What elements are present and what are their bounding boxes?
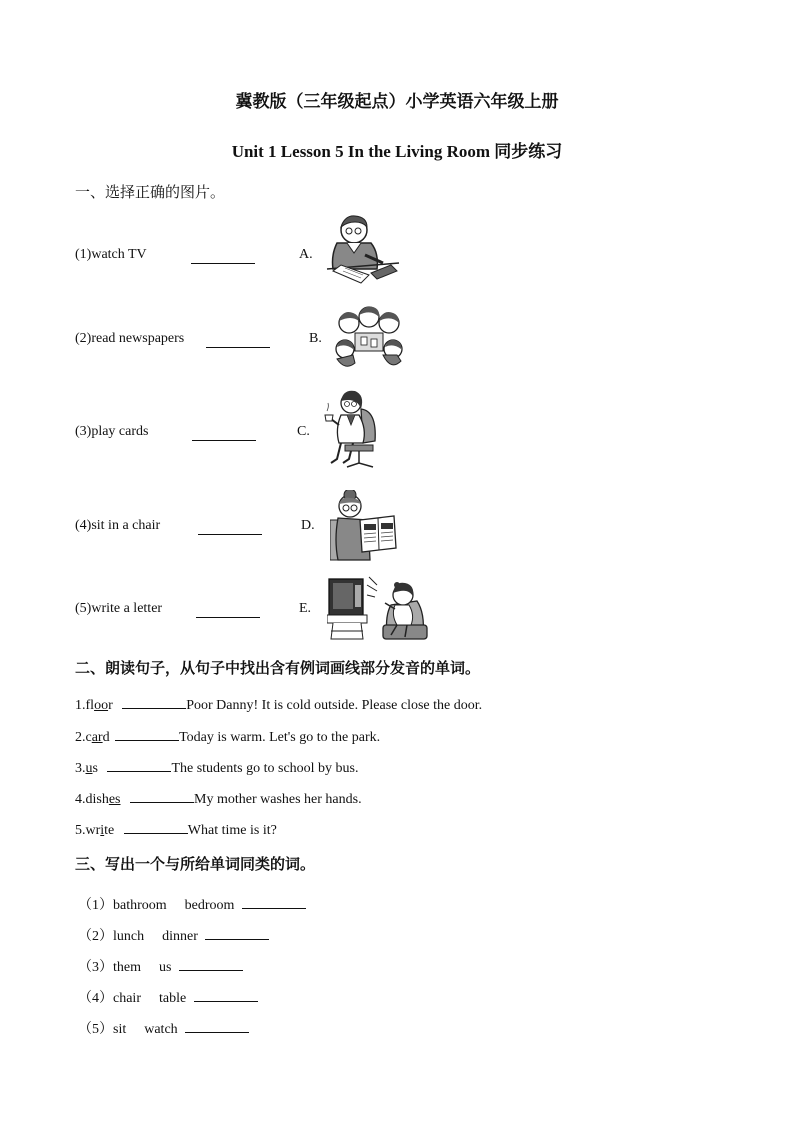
given-word-1: them xyxy=(113,960,141,975)
s3-item-1 xyxy=(78,894,306,914)
picture-sitting-in-chair xyxy=(323,389,379,471)
s2-item-4 xyxy=(75,792,362,808)
s2-item-3 xyxy=(75,761,359,777)
s3-item-number: （1） xyxy=(78,898,113,913)
s3-item-5 xyxy=(78,1018,249,1038)
example-word-prefix: 4.dish xyxy=(75,792,109,807)
s1-item-text: write a letter xyxy=(91,601,163,616)
answer-blank[interactable] xyxy=(124,832,188,834)
example-word-prefix: 1.fl xyxy=(75,698,95,713)
s3-item-number: （3） xyxy=(78,960,113,975)
answer-blank[interactable] xyxy=(206,346,270,348)
option-letter-c: C. xyxy=(297,424,310,439)
underlined-letters: oo xyxy=(94,698,109,713)
section1-heading: 一、选择正确的图片。 xyxy=(75,185,226,201)
section3-heading: 三、写出一个与所给单词同类的词。 xyxy=(75,857,316,873)
page-subtitle: Unit 1 Lesson 5 In the Living Room 同步练习 xyxy=(231,142,563,161)
page-title: 冀教版（三年级起点）小学英语六年级上册 xyxy=(235,92,559,111)
answer-blank[interactable] xyxy=(198,533,262,535)
s2-item-1 xyxy=(75,698,482,714)
given-word-2: dinner xyxy=(162,929,198,944)
s2-item-5 xyxy=(75,823,277,839)
picture-watching-tv xyxy=(327,575,429,643)
picture-playing-cards xyxy=(333,305,405,375)
s1-item-4 xyxy=(75,518,160,534)
answer-blank[interactable] xyxy=(115,739,179,741)
underlined-letters: u xyxy=(85,761,93,776)
answer-blank[interactable] xyxy=(194,1000,258,1002)
s1-item-number: (5) xyxy=(75,601,92,616)
option-letter-a: A. xyxy=(299,247,313,262)
s1-item-text: watch TV xyxy=(91,247,147,262)
example-word-suffix: d xyxy=(102,730,110,745)
answer-blank[interactable] xyxy=(242,907,306,909)
example-word-prefix: 5.wr xyxy=(75,823,101,838)
underlined-letters: ar xyxy=(91,730,103,745)
given-word-2: us xyxy=(159,960,172,975)
s3-item-4 xyxy=(78,987,258,1007)
sentence: My mother washes her hands. xyxy=(194,792,362,807)
answer-blank[interactable] xyxy=(107,770,171,772)
example-word xyxy=(75,823,114,838)
given-word-1: sit xyxy=(113,1022,127,1037)
answer-blank[interactable] xyxy=(130,801,194,803)
example-word xyxy=(75,761,98,776)
s1-item-3 xyxy=(75,424,148,440)
answer-blank[interactable] xyxy=(179,969,243,971)
picture-writing-letter xyxy=(325,213,401,293)
given-word-1: lunch xyxy=(113,929,145,944)
example-word xyxy=(75,792,121,807)
s1-item-1 xyxy=(75,247,147,263)
answer-blank[interactable] xyxy=(191,262,255,264)
s1-item-number: (2) xyxy=(75,331,92,346)
s1-item-5 xyxy=(75,601,162,617)
example-word-suffix: r xyxy=(108,698,113,713)
s2-item-2 xyxy=(75,730,380,746)
s1-item-2 xyxy=(75,331,184,347)
option-letter-e: E. xyxy=(299,601,312,616)
underlined-letters: i xyxy=(100,823,105,838)
answer-blank[interactable] xyxy=(205,938,269,940)
option-letter-d: D. xyxy=(301,518,315,533)
given-word-2: table xyxy=(158,991,187,1006)
s1-item-number: (3) xyxy=(75,424,92,439)
answer-blank[interactable] xyxy=(185,1031,249,1033)
s1-item-text: sit in a chair xyxy=(91,518,161,533)
s1-item-number: (1) xyxy=(75,247,92,262)
example-word xyxy=(75,730,110,745)
s3-item-3 xyxy=(78,956,243,976)
example-word xyxy=(75,698,113,713)
given-word-1: chair xyxy=(113,991,141,1006)
s3-item-number: （2） xyxy=(78,929,113,944)
sentence: Poor Danny! It is cold outside. Please close the door. xyxy=(186,698,483,713)
sentence: What time is it? xyxy=(187,823,277,838)
s3-item-2 xyxy=(78,925,269,945)
s1-item-number: (4) xyxy=(75,518,92,533)
s1-item-text: read newspapers xyxy=(91,331,185,346)
example-word-suffix: te xyxy=(104,823,115,838)
s3-item-number: （4） xyxy=(78,991,113,1006)
s1-item-text: play cards xyxy=(91,424,149,439)
given-word-2: watch xyxy=(144,1022,178,1037)
example-word-suffix: s xyxy=(92,761,98,776)
sentence: The students go to school by bus. xyxy=(171,761,359,776)
option-letter-b: B. xyxy=(309,331,322,346)
answer-blank[interactable] xyxy=(192,439,256,441)
underlined-letters: es xyxy=(108,792,121,807)
given-word-2: bedroom xyxy=(184,898,235,913)
given-word-1: bathroom xyxy=(113,898,167,913)
section2-heading: 二、朗读句子，从句子中找出含有例词画线部分发音的单词。 xyxy=(75,661,481,677)
picture-reading-newspaper xyxy=(330,490,400,562)
answer-blank[interactable] xyxy=(196,616,260,618)
sentence: Today is warm. Let's go to the park. xyxy=(179,730,381,745)
example-word-prefix: 2.c xyxy=(75,730,92,745)
answer-blank[interactable] xyxy=(122,707,186,709)
s3-item-number: （5） xyxy=(78,1022,113,1037)
example-word-prefix: 3. xyxy=(75,761,86,776)
